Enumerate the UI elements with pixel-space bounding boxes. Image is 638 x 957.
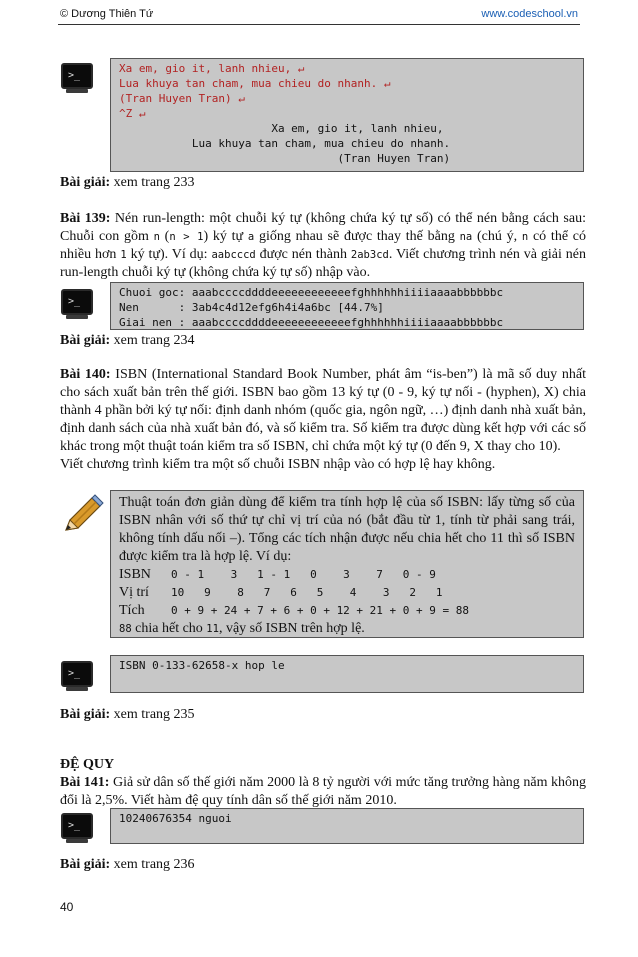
solution-ref-2: Bài giải: xem trang 234 bbox=[60, 333, 195, 348]
console-output-3 bbox=[110, 655, 584, 693]
console-output-1 bbox=[110, 58, 584, 172]
exercise-139: Bài 139: Nén run-length: một chuỗi ký tự (không chứa ký tự số) có thể nén bằng cách sau: Chuỗi con gồm n (n > 1) ký tự a giống nhau sẽ được thay thế bằng na (chú ý, n có thể có nhiều hơn 1 ký tự). Ví dụ: aabcccd được nén thành 2ab3cd. Viết chương trình nén và giải nén run-length chuỗi ký tự (không chứa ký tự số) nhập vào. bbox=[60, 211, 587, 280]
console-input-line: Lua khuya tan cham, mua chieu do nhanh. ↵ bbox=[119, 77, 391, 90]
console-output-4 bbox=[110, 808, 584, 844]
console-output-line: 10240676354 nguoi bbox=[119, 812, 232, 825]
exercise-140: Bài 140: ISBN (International Standard Book Number, phát âm “is-ben”) là mã số duy nhất cho sách xuất bản trên thế giới. ISBN bao gồm 13 ký tự (0 - 9, ký tự nối - (hyphen), X) chia thành 4 phần bởi ký tự nối: định danh nhóm (quốc gia, ngôn ngữ, …) định danh nhà xuất bản, định danh sách của nhà xuất bản đó, và số kiểm tra. Số kiểm tra được dùng kết hợp với các số khác trong một thuật toán kiểm tra số ISBN, chỉ chứa một ký tự (0 đến 9, X thay cho 10). Viết chương trình kiểm tra một số chuỗi ISBN nhập vào có hợp lệ hay không. bbox=[60, 367, 586, 472]
note-conclusion: 88 chia hết cho 11, vậy số ISBN trên hợp lệ. bbox=[119, 621, 365, 636]
header-author: © Dương Thiên Tứ bbox=[60, 8, 154, 20]
console-output-line: ISBN 0-133-62658-x hop le bbox=[119, 659, 285, 672]
solution-ref-4: Bài giải: xem trang 236 bbox=[60, 857, 195, 872]
terminal-icon: >_ bbox=[60, 660, 94, 692]
exercise-141: Bài 141: Giả sử dân số thế giới năm 2000 là 8 tỷ người với mức tăng trưởng hàng năm không đổi là 2,5%. Viết hàm đệ quy tính dân số thế giới năm 2010. bbox=[60, 775, 587, 808]
console-output-line: Xa em, gio it, lanh nhieu, bbox=[119, 122, 444, 135]
console-output-2 bbox=[110, 282, 584, 330]
console-output-line: Lua khuya tan cham, mua chieu do nhanh. bbox=[119, 137, 451, 150]
terminal-icon: >_ bbox=[60, 812, 94, 844]
note-row-position: Vị trí 10 9 8 7 6 5 4 3 2 1 bbox=[119, 585, 443, 600]
header-website: www.codeschool.vn bbox=[481, 8, 578, 20]
solution-ref-3: Bài giải: xem trang 235 bbox=[60, 707, 195, 722]
header-divider bbox=[58, 24, 580, 25]
console-input-line: Xa em, gio it, lanh nhieu, ↵ bbox=[119, 62, 305, 75]
page-number: 40 bbox=[60, 900, 74, 914]
console-output-line: (Tran Huyen Tran) bbox=[119, 152, 451, 165]
note-row-isbn: ISBN 0 - 1 3 1 - 1 0 3 7 0 - 9 bbox=[119, 567, 436, 582]
terminal-icon: >_ bbox=[60, 288, 94, 320]
console-output-line: Chuoi goc: aaabccccddddeeeeeeeeeeeefghhhhhhiiiiaaaabbbbbbc bbox=[119, 286, 504, 299]
console-output-line: Giai nen : aaabccccddddeeeeeeeeeeeefghhhhhhiiiiaaaabbbbbbc bbox=[119, 316, 504, 329]
console-input-line: ^Z ↵ bbox=[119, 107, 146, 120]
pencil-icon bbox=[60, 492, 104, 536]
console-output-line: Nen : 3ab4c4d12efg6h4i4a6bc [44.7%] bbox=[119, 301, 384, 314]
note-row-product: Tích 0 + 9 + 24 + 7 + 6 + 0 + 12 + 21 + 0 + 9 = 88 bbox=[119, 603, 470, 618]
algorithm-note bbox=[110, 490, 584, 638]
note-paragraph: Thuật toán đơn giản dùng để kiểm tra tính hợp lệ của số ISBN: lấy từng số của ISBN nhân với số thứ tự chỉ vị trí của nó (bắt đầu từ 1, tính từ phải sang trái, không tính dấu nối –). Tổng các tích nhận được nếu chia hết cho 11 thì số ISBN được kiểm tra là hợp lệ. Ví dụ: bbox=[119, 495, 575, 564]
section-title: ĐỆ QUY bbox=[60, 757, 115, 772]
terminal-icon: >_ bbox=[60, 62, 94, 94]
console-input-line: (Tran Huyen Tran) ↵ bbox=[119, 92, 245, 105]
solution-ref-1: Bài giải: xem trang 233 bbox=[60, 175, 195, 190]
